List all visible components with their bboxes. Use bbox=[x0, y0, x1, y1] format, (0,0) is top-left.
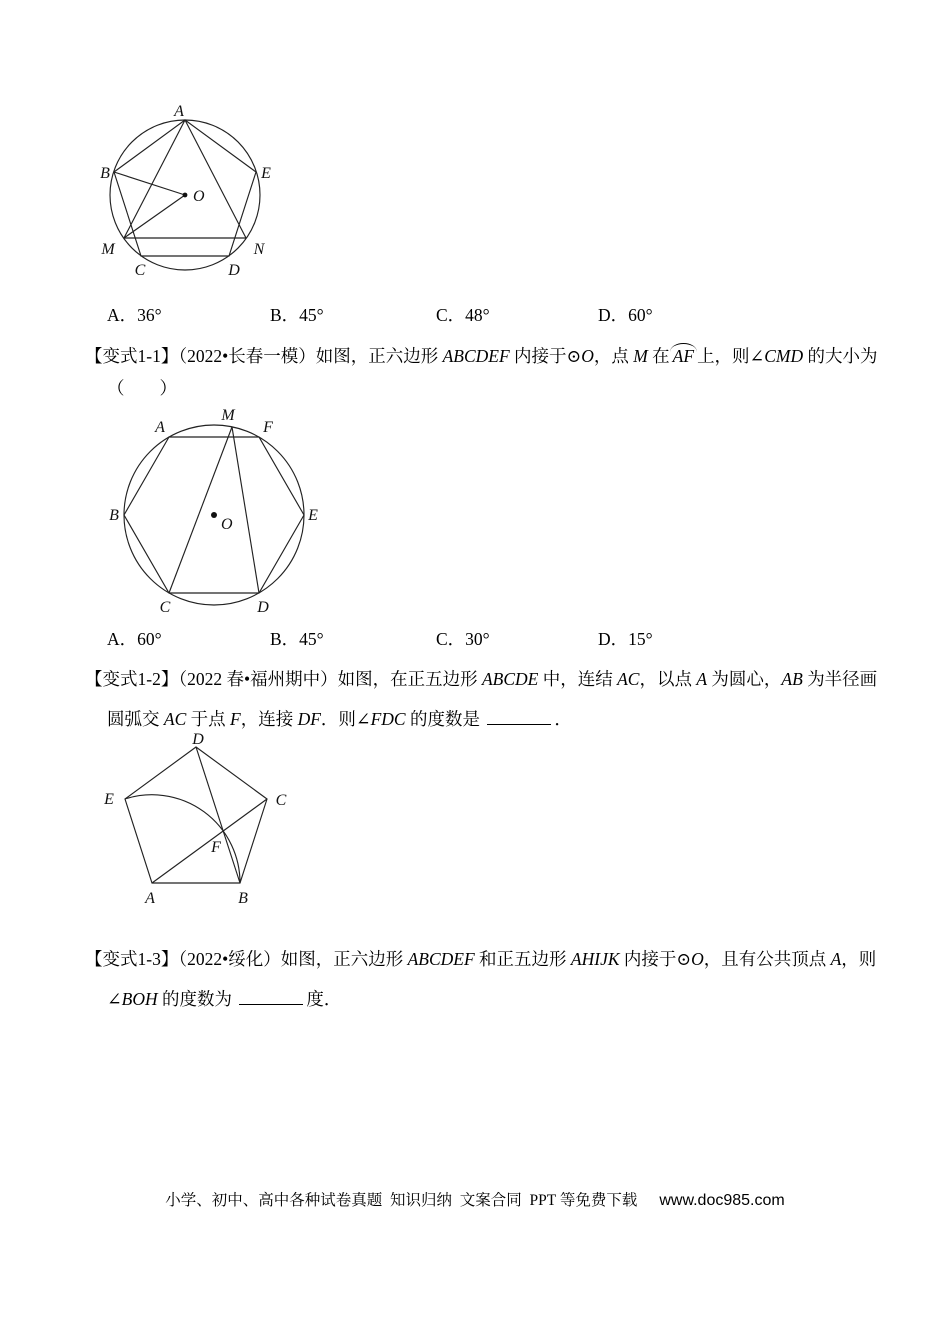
label-e: E bbox=[261, 165, 271, 182]
chord-an bbox=[185, 120, 246, 238]
text-segment-cn: 内接于⊙ bbox=[509, 346, 582, 366]
label-m: M bbox=[221, 407, 235, 424]
label-f: F bbox=[211, 839, 221, 856]
text-segment-cn: ，点 bbox=[593, 346, 634, 366]
text-segment-var: A bbox=[830, 949, 842, 969]
text-segment-blank bbox=[487, 709, 551, 725]
diagonal-bd bbox=[196, 747, 240, 883]
text-segment-var: AHIJK bbox=[570, 949, 620, 969]
pentagon-abcde bbox=[114, 120, 256, 256]
question-1-3-line2 bbox=[107, 987, 341, 1011]
text-segment-cn: 为圆心， bbox=[707, 669, 782, 689]
option-a: A．60° bbox=[107, 629, 162, 649]
option-a: A．36° bbox=[107, 305, 162, 325]
question-1-3-line1 bbox=[85, 947, 876, 971]
diagonal-ac bbox=[152, 799, 267, 883]
text-segment-var: M bbox=[633, 346, 648, 366]
chord-mc bbox=[169, 427, 232, 593]
text-segment-cn: ，且有公共顶点 bbox=[703, 949, 831, 969]
text-segment-cn: 在 bbox=[647, 346, 670, 366]
center-dot bbox=[183, 193, 188, 198]
text-segment-var: DF bbox=[297, 709, 321, 729]
figure-hexagon-circle bbox=[108, 406, 328, 616]
options-row-2 bbox=[107, 626, 827, 650]
segment-bo bbox=[114, 172, 185, 195]
text-segment-cn: 【变式1-1】（2022•长春一模）如图，正六边形 bbox=[85, 346, 443, 366]
text-segment-cn: 为半径画 bbox=[802, 669, 878, 689]
footer-site-link[interactable]: www.doc985.com bbox=[659, 1192, 785, 1209]
text-segment-cn: ，连接 bbox=[240, 709, 298, 729]
text-segment-cn: 度． bbox=[306, 989, 342, 1009]
label-a: A bbox=[145, 890, 155, 907]
options-row-1 bbox=[107, 302, 827, 326]
label-e: E bbox=[104, 791, 114, 808]
arc-e-to-b bbox=[125, 795, 240, 883]
question-1-2-line2 bbox=[107, 707, 572, 731]
figure-pentagon-arc bbox=[98, 731, 308, 920]
text-segment-blank bbox=[239, 989, 303, 1005]
option-b: B．45° bbox=[270, 305, 324, 325]
chord-am bbox=[124, 120, 185, 238]
label-a: A bbox=[174, 103, 184, 120]
text-segment-cn: 【变式1-2】（2022 春•福州期中）如图，在正五边形 bbox=[85, 669, 482, 689]
pentagon-circle-svg bbox=[95, 103, 285, 288]
answer-parentheses: （ ） bbox=[107, 378, 177, 398]
label-c: C bbox=[159, 599, 171, 616]
label-n: N bbox=[253, 241, 265, 258]
label-c: C bbox=[134, 262, 146, 279]
text-segment-cn: 圆弧交 bbox=[107, 709, 164, 729]
label-d: D bbox=[192, 731, 204, 748]
text-segment-var: F bbox=[230, 709, 241, 729]
pentagon-arc-svg bbox=[98, 731, 308, 920]
text-segment-cn: 内接于⊙ bbox=[619, 949, 692, 969]
segment-mo bbox=[124, 195, 185, 238]
text-segment-cn: 和正五边形 bbox=[474, 949, 571, 969]
text-segment-cn: 于点 bbox=[186, 709, 230, 729]
text-segment-var: CMD bbox=[764, 346, 804, 366]
text-segment-var: ABCDE bbox=[481, 669, 539, 689]
text-segment-cn: ．则∠ bbox=[320, 709, 371, 729]
text-segment-var: FDC bbox=[370, 709, 406, 729]
text-segment-var: ABCDEF bbox=[442, 346, 510, 366]
text-segment-cn: 上，则∠ bbox=[697, 346, 765, 366]
text-segment-cn: ，以点 bbox=[639, 669, 697, 689]
hexagon-circle-svg bbox=[108, 406, 328, 616]
text-segment-cn: ． bbox=[554, 709, 572, 729]
text-segment-cn: 的大小为 bbox=[803, 346, 878, 366]
text-segment-hat: AF bbox=[670, 346, 697, 366]
text-segment-cn: ，则 bbox=[841, 949, 877, 969]
footer-text: 小学、初中、高中各种试卷真题 知识归纳 文案合同 PPT 等免费下载 bbox=[165, 1192, 638, 1209]
label-m: M bbox=[101, 241, 115, 258]
text-segment-var: O bbox=[581, 346, 594, 366]
label-o: O bbox=[221, 516, 233, 533]
option-d: D．60° bbox=[598, 305, 653, 325]
text-segment-var: AB bbox=[781, 669, 803, 689]
text-segment-cn: 中，连结 bbox=[538, 669, 618, 689]
label-b: B bbox=[100, 165, 110, 182]
label-a: A bbox=[155, 419, 165, 436]
label-f: F bbox=[263, 419, 273, 436]
text-segment-var: A bbox=[696, 669, 708, 689]
footer bbox=[0, 1188, 950, 1210]
text-segment-var: O bbox=[691, 949, 704, 969]
figure-pentagon-circle bbox=[95, 103, 285, 288]
option-b: B．45° bbox=[270, 629, 324, 649]
label-b: B bbox=[109, 507, 119, 524]
question-1-2-line1 bbox=[85, 667, 877, 691]
center-dot bbox=[211, 512, 217, 518]
label-b: B bbox=[238, 890, 248, 907]
label-c: C bbox=[275, 792, 287, 809]
text-segment-cn: ∠ bbox=[107, 989, 122, 1009]
option-d: D．15° bbox=[598, 629, 653, 649]
text-segment-cn: 的度数是 bbox=[405, 709, 485, 729]
label-e: E bbox=[308, 507, 318, 524]
label-d: D bbox=[228, 262, 240, 279]
text-segment-var: AC bbox=[617, 669, 640, 689]
text-segment-var: BOH bbox=[121, 989, 158, 1009]
text-segment-var: AC bbox=[163, 709, 187, 729]
text-segment-cn: 的度数为 bbox=[157, 989, 237, 1009]
label-d: D bbox=[257, 599, 269, 616]
text-segment-cn: 【变式1-3】（2022•绥化）如图，正六边形 bbox=[85, 949, 408, 969]
option-c: C．30° bbox=[436, 629, 490, 649]
option-c: C．48° bbox=[436, 305, 490, 325]
question-1-1-text bbox=[85, 344, 878, 368]
text-segment-var: ABCDEF bbox=[407, 949, 475, 969]
label-o: O bbox=[193, 188, 205, 205]
chord-md bbox=[232, 427, 259, 593]
